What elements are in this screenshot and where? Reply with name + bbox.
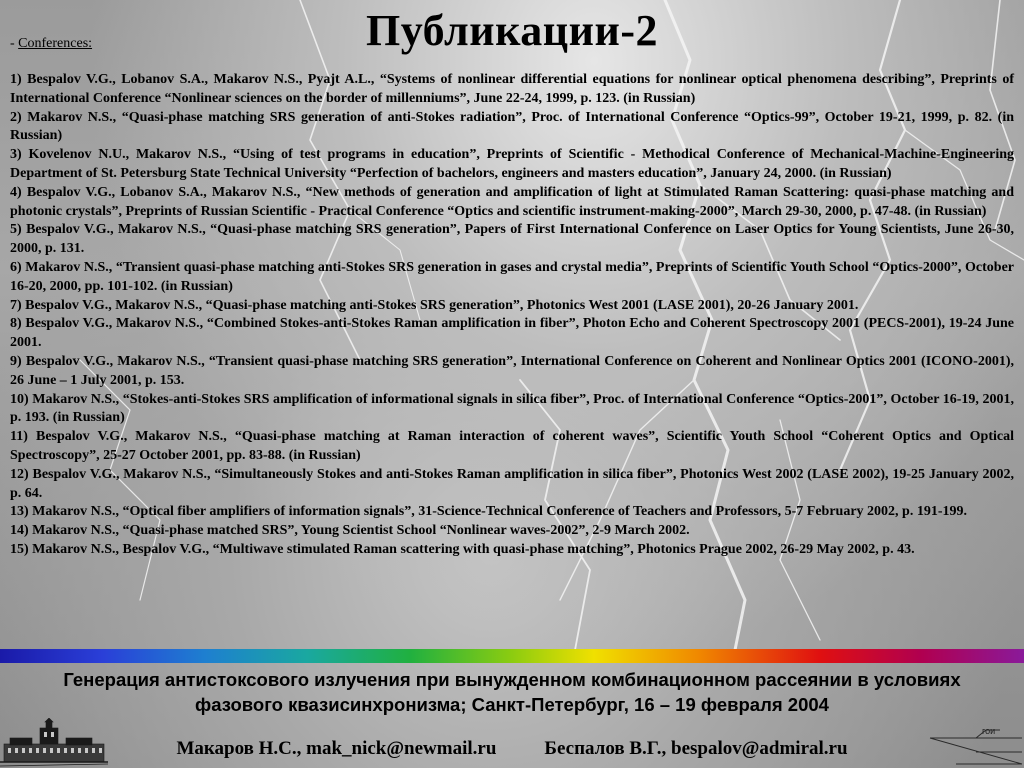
publication-item: 5) Bespalov V.G., Makarov N.S., “Quasi-phase matching SRS generation”, Papers of First International Conference on Laser Optics for Young Scientists, June 26-30, 2000, p. 131. [10,222,1014,257]
section-label: Conferences: [18,36,93,51]
publication-item: 4) Bespalov V.G., Lobanov S.A., Makarov N.S., “New methods of generation and amplification of light at Stimulated Raman Scattering: quasi-phase matching and photonic crystals”, Preprints of Russian Scientific - Practical Conference “Optics and scientific instrument-making-2000”, March 29-30, 2000, p. 47-48. (in Russian) [10,184,1014,219]
publication-item: 8) Bespalov V.G., Makarov N.S., “Combined Stokes-anti-Stokes Raman amplification in fiber”, Photon Echo and Coherent Spectroscopy 2001 (PECS-2001), 19-24 June 2001. [10,316,1014,351]
goi-logo-icon [926,718,1024,768]
publication-item: 14) Makarov N.S., “Quasi-phase matched SRS”, Young Scientist School “Nonlinear waves-2002”, 2-9 March 2002. [10,523,690,539]
section-prefix: - [10,36,19,51]
authors-line [0,738,1024,760]
goi-logo-text: гои [982,726,996,736]
publication-item: 7) Bespalov V.G., Makarov N.S., “Quasi-phase matching anti-Stokes SRS generation”, Photonics West 2001 (LASE 2001), 20-26 January 2001. [10,297,859,313]
publication-item: 1) Bespalov V.G., Lobanov S.A., Makarov N.S., Pyajt A.L., “Systems of nonlinear differential equations for nonlinear optical phenomena describing”, Preprints of International Conference “Nonlinear sciences on the border of millenniums”, June 22-24, 1999, p. 123. (in Russian) [10,72,1014,106]
publication-item: 2) Makarov N.S., “Quasi-phase matching SRS generation of anti-Stokes radiation”, Proc. of International Conference “Optics-99”, October 19-21, 1999, p. 82. (in Russian) [10,109,1014,144]
section-heading [10,36,92,52]
publication-item: 9) Bespalov V.G., Makarov N.S., “Transient quasi-phase matching SRS generation”, International Conference on Coherent and Nonlinear Optics 2001 (ICONO-2001), 26 June – 1 July 2001, p. 153. [10,353,1014,388]
conference-line-2: фазового квазисинхронизма; Санкт-Петербург, 16 – 19 февраля 2004 [195,694,829,715]
author-makarov: Макаров Н.С., mak_nick@newmail.ru [176,738,497,759]
publication-item: 3) Kovelenov N.U., Makarov N.S., “Using of test programs in education”, Preprints of Scientific - Methodical Conference of Mechanical-Machine-Engineering Department of St. Petersburg State Technical University “Perfection of bachelors, engineers and masters education”, January 24, 2000. (in Russian) [10,147,1014,181]
publication-item: 6) Makarov N.S., “Transient quasi-phase matching anti-Stokes SRS generation in gases and crystal media”, Preprints of Scientific Youth School “Optics-2000”, October 16-20, 2000, pp. 101-102. (in Russian) [10,259,1014,294]
publication-item: 10) Makarov N.S., “Stokes-anti-Stokes SRS amplification of informational signals in silica fiber”, Proc. of International Conference “Optics-2001”, October 16-19, 2001, p. 193. (in Russian) [10,391,1014,426]
page-title: Публикации-2 [366,6,658,55]
conference-title [0,667,1024,717]
publication-item: 12) Bespalov V.G., Makarov N.S., “Simultaneously Stokes and anti-Stokes Raman amplification in silica fiber”, Photonics West 2002 (LASE 2002), 19-25 January 2002, p. 64. [10,466,1014,501]
publication-item: 11) Bespalov V.G., Makarov N.S., “Quasi-phase matching at Raman interaction of coherent waves”, Scientific Youth School “Coherent Optics and Optical Spectroscopy”, 25-27 October 2001, pp. 83-88. (in Russian) [10,429,1014,463]
publication-item: 15) Makarov N.S., Bespalov V.G., “Multiwave stimulated Raman scattering with quasi-phase matching”, Photonics Prague 2002, 26-29 May 2002, p. 43. [10,541,915,557]
spectrum-bar [0,649,1024,663]
publication-item: 13) Makarov N.S., “Optical fiber amplifiers of information signals”, 31-Science-Technical Conference of Teachers and Professors, 5-7 February 2002, p. 191-199. [10,504,967,520]
author-bespalov: Беспалов В.Г., bespalov@admiral.ru [544,738,848,759]
publication-list [10,71,1014,560]
conference-line-1: Генерация антистоксового излучения при вынужденном комбинационном рассеянии в условиях [63,669,961,690]
